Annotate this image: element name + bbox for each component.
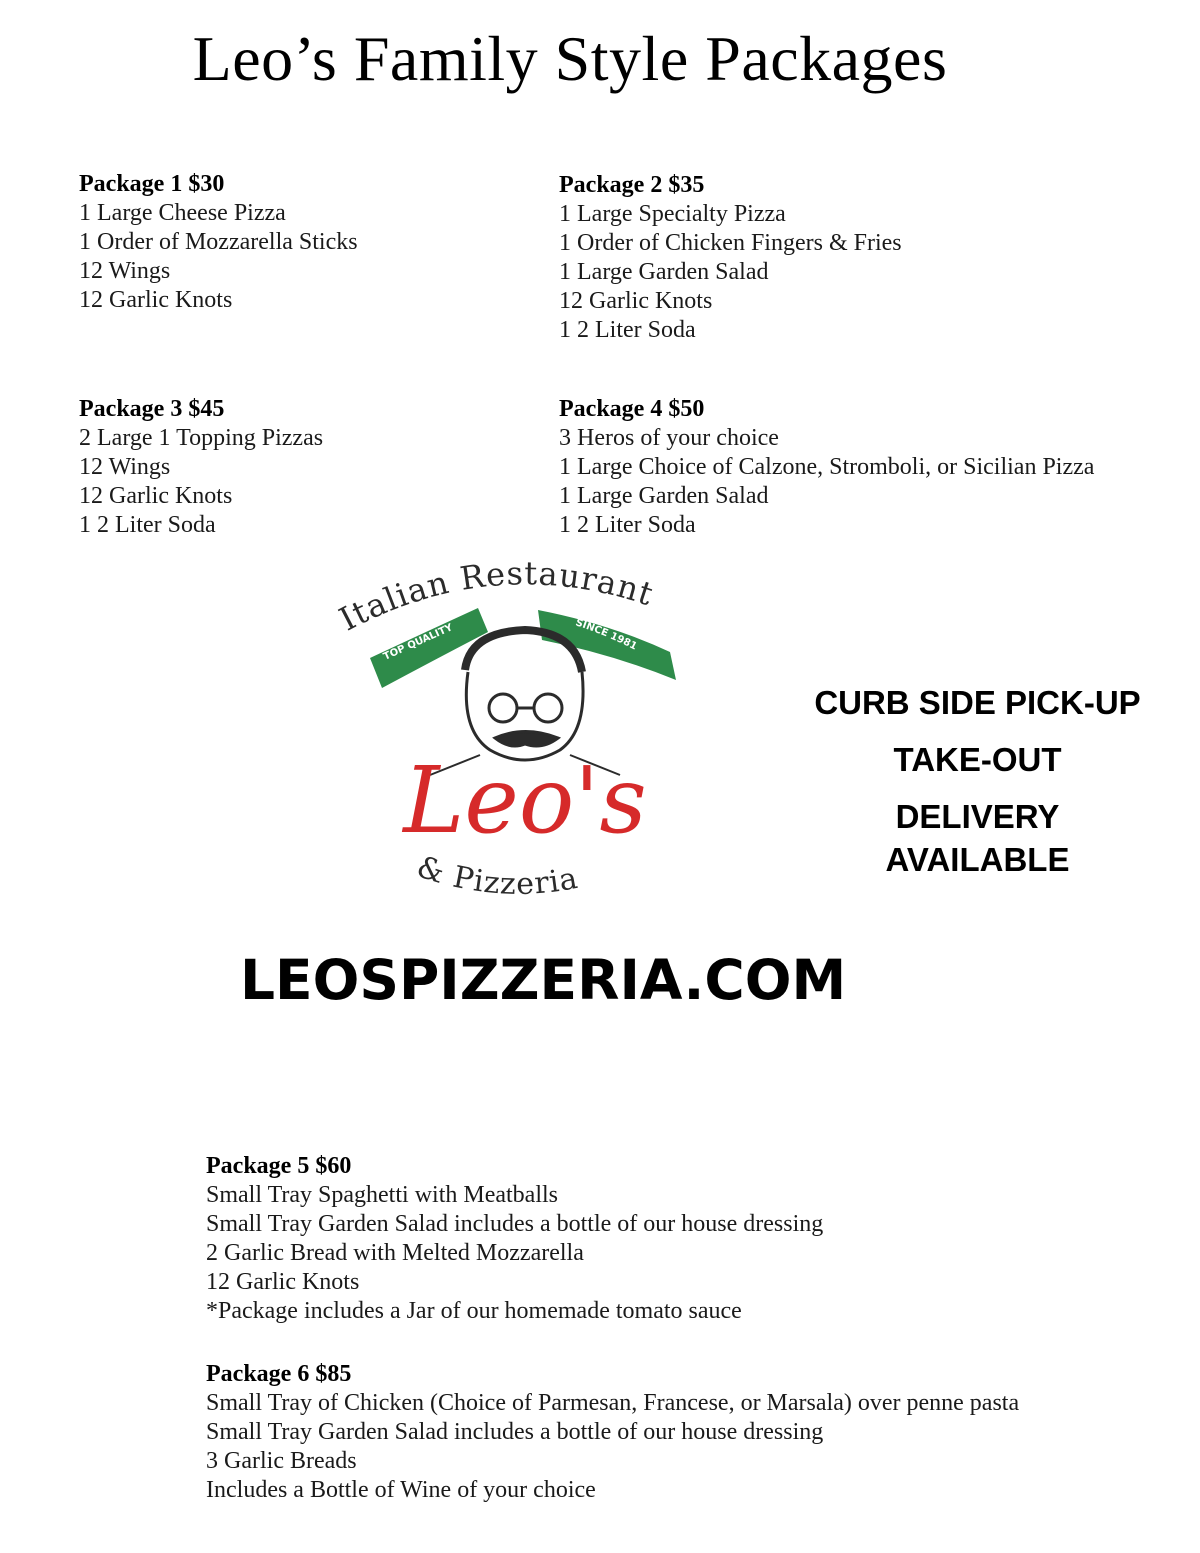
logo-sub-text: & Pizzeria xyxy=(412,849,582,902)
ribbon-left-text: TOP QUALITY xyxy=(381,622,455,663)
package-item: 2 Garlic Bread with Melted Mozzarella xyxy=(206,1240,584,1266)
package-item: 12 Garlic Knots xyxy=(559,288,713,314)
package-item: 3 Heros of your choice xyxy=(559,425,779,451)
package-item: 12 Wings xyxy=(79,258,171,284)
package-6 xyxy=(206,1360,1019,1505)
package-item: 12 Garlic Knots xyxy=(79,483,233,509)
package-items xyxy=(79,424,323,540)
package-item: 12 Wings xyxy=(79,454,171,480)
logo-name: Leo's xyxy=(403,747,647,854)
service-curbside: CURB SIDE PICK-UP xyxy=(814,684,1141,721)
package-item: Includes a Bottle of Wine of your choice xyxy=(206,1477,596,1503)
service-takeout: TAKE-OUT xyxy=(893,741,1062,778)
package-1 xyxy=(79,170,358,315)
package-item: 1 Large Garden Salad xyxy=(559,483,769,509)
package-item: 1 Large Garden Salad xyxy=(559,259,769,285)
package-item: 1 Large Specialty Pizza xyxy=(559,201,786,227)
package-item: 1 Order of Chicken Fingers & Fries xyxy=(559,230,902,256)
package-item: Small Tray Garden Salad includes a bottle of our house dressing xyxy=(206,1211,824,1237)
package-heading: Package 2 $35 xyxy=(559,172,705,198)
package-item: 12 Garlic Knots xyxy=(79,287,233,313)
service-delivery: DELIVERY xyxy=(895,798,1060,835)
package-item: 2 Large 1 Topping Pizzas xyxy=(79,425,324,451)
logo-arc-text: Italian Restaurant xyxy=(333,560,659,639)
package-item: 1 2 Liter Soda xyxy=(79,512,216,538)
package-item: 1 Order of Mozzarella Sticks xyxy=(79,229,358,255)
ribbon-right-text: SINCE 1981 xyxy=(574,617,639,653)
page-title: Leo’s Family Style Packages xyxy=(192,23,948,94)
package-item: Small Tray of Chicken (Choice of Parmesan, Francese, or Marsala) over penne pasta xyxy=(206,1390,1020,1416)
package-4 xyxy=(559,395,1094,540)
package-item: 1 Large Cheese Pizza xyxy=(79,200,286,226)
package-item: *Package includes a Jar of our homemade tomato sauce xyxy=(206,1298,742,1324)
package-item: 3 Garlic Breads xyxy=(206,1448,357,1474)
package-items xyxy=(559,424,1094,540)
leos-logo xyxy=(320,560,730,910)
package-items xyxy=(79,199,358,315)
package-item: 12 Garlic Knots xyxy=(206,1269,360,1295)
package-item: Small Tray Spaghetti with Meatballs xyxy=(206,1182,558,1208)
package-item: 1 2 Liter Soda xyxy=(559,317,696,343)
package-3 xyxy=(79,395,323,540)
package-item: Small Tray Garden Salad includes a bottle of our house dressing xyxy=(206,1419,824,1445)
package-5 xyxy=(206,1152,823,1326)
website-link[interactable]: LEOSPIZZERIA.COM xyxy=(240,948,847,1012)
package-heading: Package 1 $30 xyxy=(79,171,225,197)
package-items xyxy=(206,1181,823,1326)
package-heading: Package 4 $50 xyxy=(559,396,705,422)
package-item: 1 Large Choice of Calzone, Stromboli, or Sicilian Pizza xyxy=(559,454,1095,480)
service-available: AVAILABLE xyxy=(885,841,1070,878)
package-heading: Package 6 $85 xyxy=(206,1361,352,1387)
package-items xyxy=(559,200,902,345)
package-heading: Package 3 $45 xyxy=(79,396,225,422)
service-options xyxy=(760,680,1195,882)
right-ribbon-icon xyxy=(538,610,676,680)
package-2 xyxy=(559,171,902,345)
package-items xyxy=(206,1389,1019,1505)
package-heading: Package 5 $60 xyxy=(206,1153,352,1179)
package-item: 1 2 Liter Soda xyxy=(559,512,696,538)
